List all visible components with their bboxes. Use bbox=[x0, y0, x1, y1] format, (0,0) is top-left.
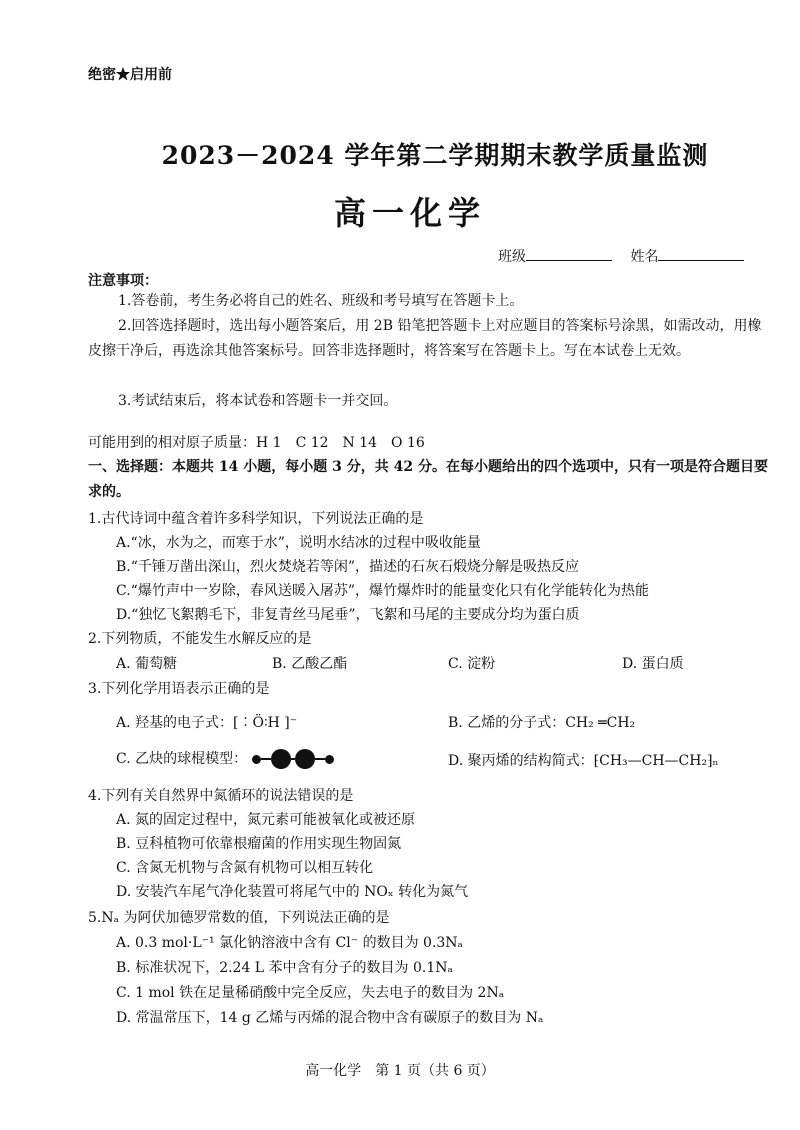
acetylene-ball-stick-model bbox=[252, 749, 334, 769]
class-blank[interactable] bbox=[526, 246, 612, 261]
name-label: 姓名 bbox=[630, 249, 659, 265]
hydrogen-ball bbox=[325, 755, 334, 764]
question-2-option-c: C. 淀粉 bbox=[448, 656, 496, 672]
note-item: 3.考试结束后，将本试卷和答题卡一并交回。 bbox=[118, 393, 398, 409]
bond-line bbox=[315, 758, 325, 760]
question-1-option-a: A.“冰，水为之，而寒于水”，说明水结冰的过程中吸收能量 bbox=[116, 535, 481, 551]
question-2-stem: 2.下列物质，不能发生水解反应的是 bbox=[88, 631, 312, 647]
note-item: 2.回答选择题时，选出每小题答案后，用 2B 铅笔把答题卡上对应题目的答案标号涂黑，如需改动，用橡皮擦干净后，再选涂其他答案标号。回答非选择题时，将答案写在答题卡上。写在本试卷上无效。 bbox=[88, 318, 762, 359]
question-5-option-d: D. 常温常压下，14 g 乙烯与丙烯的混合物中含有碳原子的数目为 Nₐ bbox=[116, 1010, 544, 1026]
question-3-option-c bbox=[116, 748, 334, 769]
question-4-option-a: A. 氮的固定过程中，氮元素可能被氧化或被还原 bbox=[116, 812, 416, 828]
bond-line bbox=[291, 758, 295, 760]
question-3-option-d bbox=[448, 750, 719, 770]
hydroxyl-electron-formula: [∶Ö∶H ]⁻ bbox=[233, 715, 298, 731]
question-3-stem: 3.下列化学用语表示正确的是 bbox=[88, 681, 270, 697]
question-1-option-d: D.“独忆飞絮鹅毛下，非复青丝马尾垂”，飞絮和马尾的主要成分均为蛋白质 bbox=[116, 607, 580, 623]
atomic-masses: 可能用到的相对原子质量：H 1 C 12 N 14 O 16 bbox=[88, 435, 425, 451]
question-4-option-d: D. 安装汽车尾气净化装置可将尾气中的 NOₓ 转化为氮气 bbox=[116, 884, 469, 900]
section-heading: 一、选择题：本题共 14 小题，每小题 3 分，共 42 分。在每小题给出的四个选项中，只有一项是符合题目要求的。 bbox=[88, 459, 768, 500]
student-info-fields bbox=[498, 246, 744, 266]
name-blank[interactable] bbox=[658, 246, 744, 261]
subject-title: 高一化学 bbox=[333, 194, 486, 232]
confidential-mark: 绝密★启用前 bbox=[88, 67, 172, 83]
question-2-option-b: B. 乙酸乙酯 bbox=[272, 656, 348, 672]
question-4-option-c: C. 含氮无机物与含氮有机物可以相互转化 bbox=[116, 860, 374, 876]
question-5-stem: 5.Nₐ 为阿伏加德罗常数的值，下列说法正确的是 bbox=[88, 910, 390, 926]
hydrogen-ball bbox=[252, 755, 261, 764]
question-2-option-d: D. 蛋白质 bbox=[622, 656, 684, 672]
class-label: 班级 bbox=[498, 249, 526, 265]
polypropylene-formula: ⁅CH₃—CH—CH₂⁆ₙ bbox=[593, 753, 719, 769]
note-item: 1.答卷前，考生务必将自己的姓名、班级和考号填写在答题卡上。 bbox=[118, 293, 524, 309]
question-5-option-a: A. 0.3 mol·L⁻¹ 氯化钠溶液中含有 Cl⁻ 的数目为 0.3Nₐ bbox=[116, 935, 463, 951]
bond-line bbox=[261, 758, 271, 760]
question-5-option-b: B. 标准状况下，2.24 L 苯中含有分子的数目为 0.1Nₐ bbox=[116, 960, 453, 976]
question-1-option-b: B.“千锤万凿出深山，烈火焚烧若等闲”，描述的石灰石煅烧分解是吸热反应 bbox=[116, 559, 580, 575]
carbon-ball bbox=[295, 749, 315, 769]
question-4-option-b: B. 豆科植物可依靠根瘤菌的作用实现生物固氮 bbox=[116, 836, 402, 852]
question-3-option-b bbox=[448, 712, 635, 732]
option-d-label: D. 聚丙烯的结构简式： bbox=[448, 753, 594, 769]
exam-title: 2023－2024 学年第二学期期末教学质量监测 bbox=[161, 141, 709, 170]
notes-heading: 注意事项： bbox=[88, 273, 158, 289]
question-5-option-c: C. 1 mol 铁在足量稀硝酸中完全反应，失去电子的数目为 2Nₐ bbox=[116, 985, 505, 1001]
ethylene-formula: CH₂ ═CH₂ bbox=[565, 715, 636, 731]
option-c-label: C. 乙炔的球棍模型： bbox=[116, 751, 248, 767]
question-2-option-a: A. 葡萄糖 bbox=[116, 656, 178, 672]
option-b-label: B. 乙烯的分子式： bbox=[448, 715, 566, 731]
carbon-ball bbox=[271, 749, 291, 769]
question-3-option-a bbox=[116, 712, 297, 732]
question-1-option-c: C.“爆竹声中一岁除，春风送暖入屠苏”，爆竹爆炸时的能量变化只有化学能转化为热能 bbox=[116, 583, 649, 599]
question-1-stem: 1.古代诗词中蕴含着许多科学知识，下列说法正确的是 bbox=[88, 511, 424, 527]
page-footer: 高一化学 第 1 页（共 6 页） bbox=[305, 1063, 495, 1079]
option-a-label: A. 羟基的电子式： bbox=[116, 715, 234, 731]
question-4-stem: 4.下列有关自然界中氮循环的说法错误的是 bbox=[88, 788, 354, 804]
